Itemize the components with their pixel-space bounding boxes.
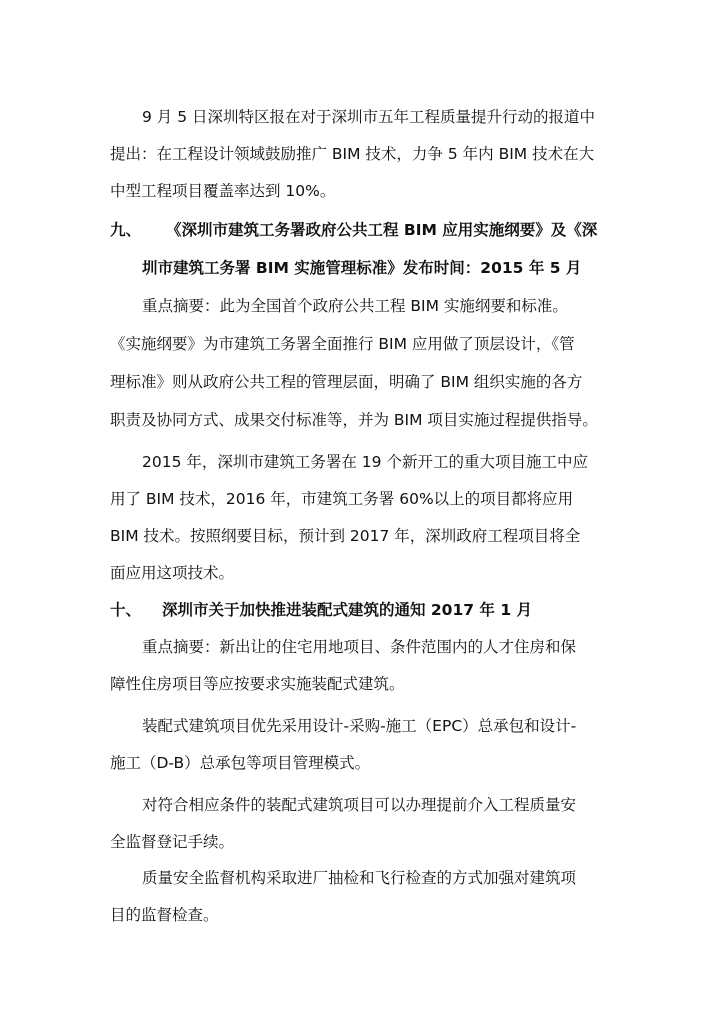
section9-para1-line1: 重点摘要：此为全国首个政府公共工程 BIM 实施纲要和标准。 <box>142 297 568 315</box>
section9-title-line1: 《深圳市建筑工务署政府公共工程 BIM 应用实施纲要》及《深 <box>166 221 598 239</box>
section9-para2-line1: 2015 年，深圳市建筑工务署在 19 个新开工的重大项目施工中应 <box>142 453 588 471</box>
section10-para2-line1: 装配式建筑项目优先采用设计-采购-施工（EPC）总承包和设计- <box>142 717 577 735</box>
section10-para1-line2: 障性住房项目等应按要求实施装配式建筑。 <box>110 675 405 693</box>
section10-para4-line1: 质量安全监督机构采取进厂抽检和飞行检查的方式加强对建筑项 <box>142 869 577 887</box>
section9-para1-line3: 理标准》则从政府公共工程的管理层面，明确了 BIM 组织实施的各方 <box>110 373 583 391</box>
section10-para3-line1: 对符合相应条件的装配式建筑项目可以办理提前介入工程质量安 <box>142 796 577 814</box>
section10-para2-line2: 施工（D-B）总承包等项目管理模式。 <box>110 754 371 772</box>
section9-para2-line2: 用了 BIM 技术，2016 年，市建筑工务署 60%以上的项目都将应用 <box>110 490 574 508</box>
section9-number: 九、 <box>110 221 142 239</box>
para1-line3: 中型工程项目覆盖率达到 10%。 <box>110 182 336 200</box>
section9-title-line2: 圳市建筑工务署 BIM 实施管理标准》发布时间：2015 年 5 月 <box>142 259 582 277</box>
section10-number: 十、 <box>110 601 142 619</box>
section10-title: 深圳市关于加快推进装配式建筑的通知 2017 年 1 月 <box>162 601 533 619</box>
section9-para2-line3: BIM 技术。按照纲要目标，预计到 2017 年，深圳政府工程项目将全 <box>110 527 581 545</box>
section10-para3-line2: 全监督登记手续。 <box>110 833 235 851</box>
section10-para4-line2: 目的监督检查。 <box>110 906 219 924</box>
section10-para1-line1: 重点摘要：新出让的住宅用地项目、条件范围内的人才住房和保 <box>142 638 577 656</box>
section9-para1-line4: 职责及协同方式、成果交付标准等，并为 BIM 项目实施过程提供指导。 <box>110 411 598 429</box>
para1-line1: 9 月 5 日深圳特区报在对于深圳市五年工程质量提升行动的报道中 <box>142 108 596 126</box>
section9-para2-line4: 面应用这项技术。 <box>110 564 235 582</box>
para1-line2: 提出：在工程设计领域鼓励推广 BIM 技术，力争 5 年内 BIM 技术在大 <box>110 145 595 163</box>
section9-para1-line2: 《实施纲要》为市建筑工务署全面推行 BIM 应用做了顶层设计，《管 <box>110 335 575 353</box>
